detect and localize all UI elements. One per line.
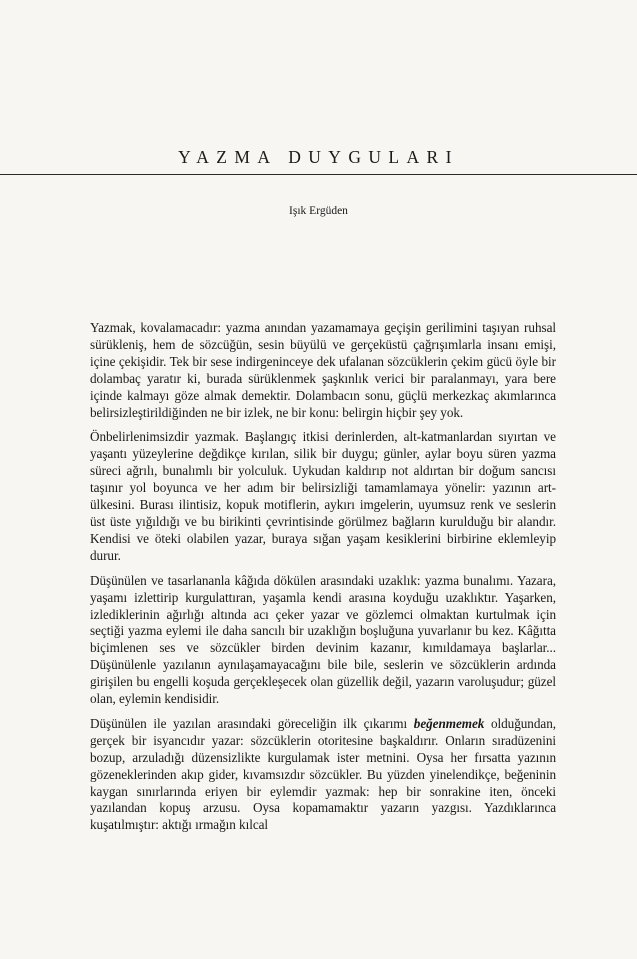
paragraph-text: Yazmak, kovalamacadır: yazma anından yazamamaya geçişin gerilimini taşıyan ruhsal sürükleniş, hem de sözcüğün, sesin büyülü ve gerçeküstü çağrışımlarla insanı emişi, içine çekişidir. Tek bir sese indirgeninceye dek ufalanan sözcüklerin çekim gücü öyle bir dolambaç yaratır ki, burada sürüklenmek şaşkınlık verici bir paralanmayı, yara bere içinde kalmayı göze almak demektir. Dolambacın sonu, güçlü merkezkaç akımlarınca belirsizleştirildiğinden ne bir izlek, ne bir konu: belirgin hiçbir şey yok. — [90, 320, 556, 420]
author-name: Işık Ergüden — [289, 205, 348, 217]
page-title: YAZMA DUYGULARI — [178, 147, 459, 167]
title-divider — [0, 174, 637, 175]
paragraph — [90, 320, 556, 421]
paragraph-text: olduğundan, gerçek bir isyancıdır yazar: sözcüklerin otoritesine başkaldırır. Onların sıradüzenini bozup, arzuladığı düzensizlikte kurgulamak ister metnini. Oysa her fırsatta yazının gözeneklerinden akıp gider, kıvamsızdır sözcükler. Bu yüzden yinelendikçe, beğeninin kaygan sınırlarında eriyen bir eylemdir yazmak: hep bir sonrakine iten, önceki yazılandan kopuş arzusu. Oysa kopamamaktır yazarın yazgısı. Yazdıklarınca kuşatılmıştır: aktığı ırmağın kılcal — [90, 715, 556, 833]
paragraph — [90, 429, 556, 564]
paragraph — [90, 716, 556, 834]
paragraph-text: Önbelirlenimsizdir yazmak. Başlangıç itkisi derinlerden, alt-katmanlardan sıyırtan ve yaşantı yüzeylerine değdikçe kırılan, silik bir duygu; günler, aylar boyu süren yazma süreci ağrılı, bunalımlı bir yolculuk. Uykudan kaldırıp not aldırtan bir doğum sancısı taşınır yol boyunca ve her adım bir belirsizliği tamamlamaya yönelir: yazının art-ülkesini. Burası ilintisiz, kopuk motiflerin, aykırı imgelerin, uyumsuz renk ve seslerin üst üste yığıldığı ve bu birikinti çevrintisinde görülmez bağların kurulduğu bir alandır. Kendisi ve öteki olabilen yazar, buraya sığan yaşam kesiklerini birbirine eklemleyip durur. — [90, 429, 556, 563]
paragraph-text: Düşünülen ve tasarlananla kâğıda dökülen arasındaki uzaklık: yazma bunalımı. Yazara, yaşamı izlettirip kurgulattıran, yaşamla kendi arasına koyduğu uzaklıktır. Yaşarken, izlediklerinin ağırlığı altında acı çeker yazar ve gözlemci olmaktan kurtulmak için seçtiği yazma eylemi ile daha sancılı bir uzaklığın boşluğuna yuvarlanır bu kez. Kâğıtta biçimlenen ses ve sözcükler birden devinim kazanır, kımıldamaya başlarlar... Düşünülenle yazılanın aynılaşamayacağını bile bile, seslerin ve sözcüklerin ardında girişilen bu engelli koşuda gerçekleşecek olan güzellik değil, yazarın varoluşudur; güzel olan, eylemin kendisidir. — [90, 572, 556, 707]
paragraph-text: Düşünülen ile yazılan arasındaki göreceliğin ilk çıkarımı — [90, 715, 414, 731]
emphasized-word: beğenmemek — [413, 715, 485, 731]
paragraph — [90, 573, 556, 708]
body-text — [90, 320, 556, 842]
